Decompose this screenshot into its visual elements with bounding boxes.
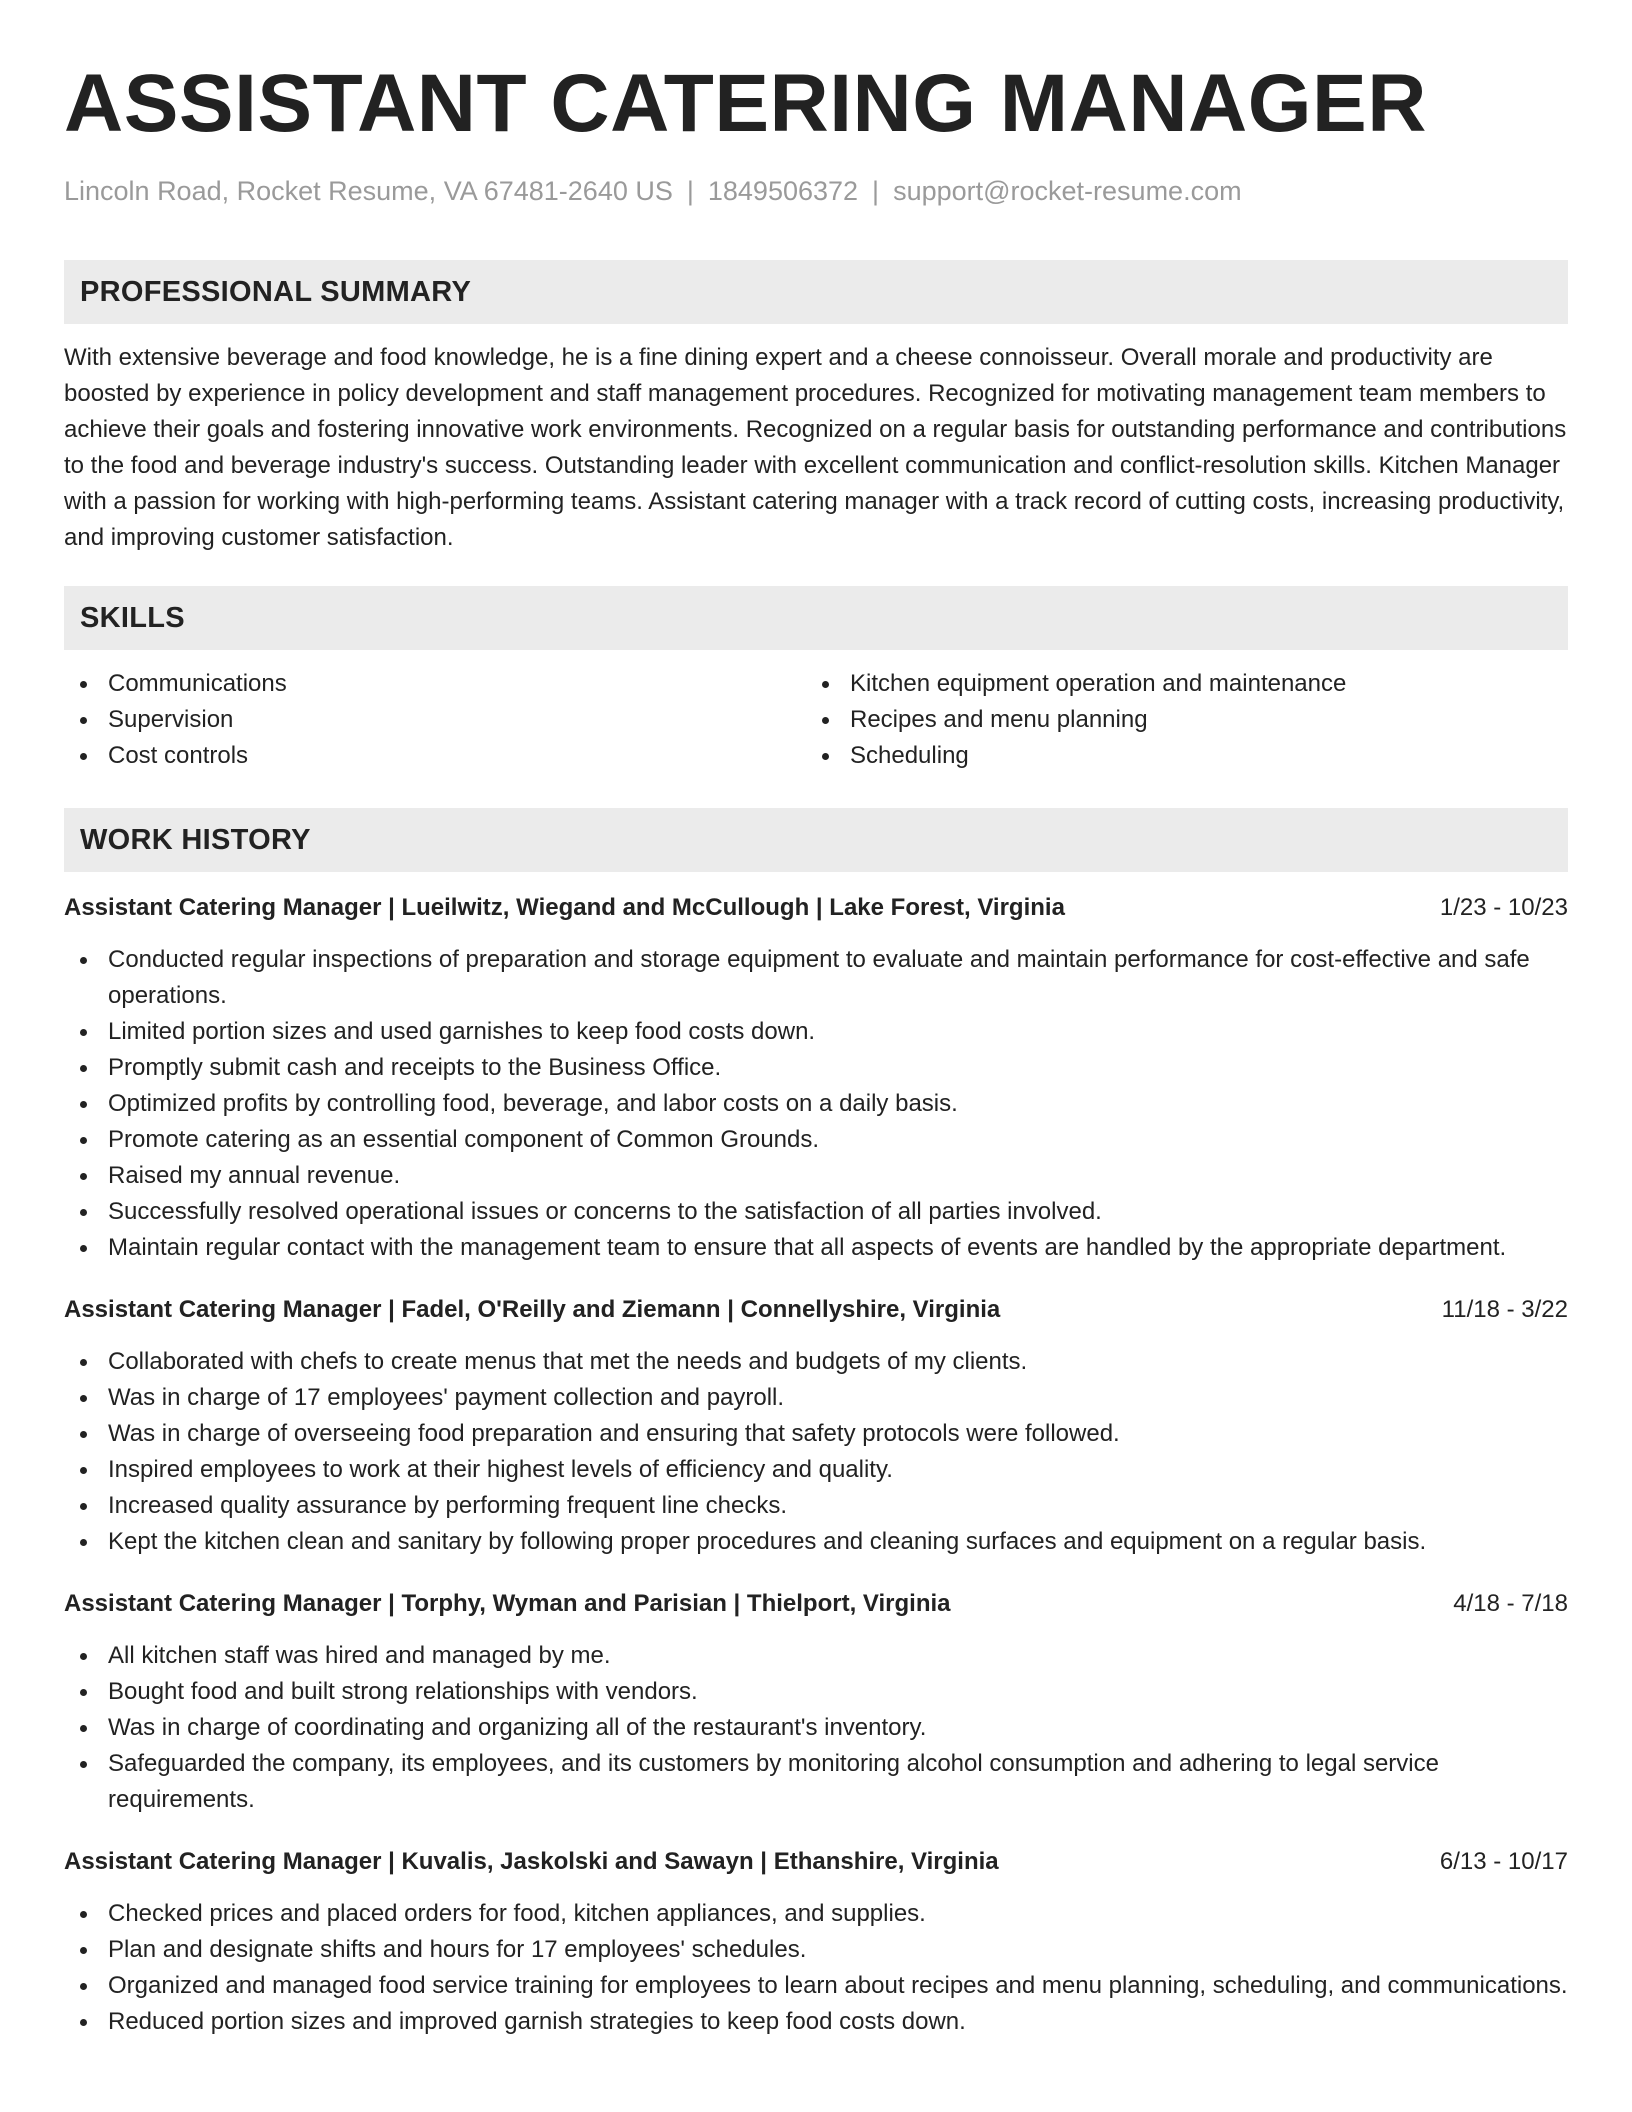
job-dates: 6/13 - 10/17 [1439,1848,1568,1875]
duty-item: Inspired employees to work at their highest levels of efficiency and quality. [64,1452,1568,1488]
work-history-heading: WORK HISTORY [64,808,1568,872]
job-entry [64,1586,1568,1818]
job-header [64,890,1568,926]
contact-line [64,174,1568,208]
skill-item: Communications [64,666,806,702]
contact-separator: | [686,176,694,206]
skill-item: Kitchen equipment operation and maintenance [806,666,1548,702]
duty-item: All kitchen staff was hired and managed by me. [64,1638,1568,1674]
duty-item: Plan and designate shifts and hours for 17 employees' schedules. [64,1932,1568,1968]
job-dates: 1/23 - 10/23 [1439,894,1568,921]
summary-heading: PROFESSIONAL SUMMARY [64,260,1568,324]
job-duties [64,1638,1568,1818]
job-entry [64,1844,1568,2040]
job-header [64,1586,1568,1622]
skills-list [64,666,1568,774]
duty-item: Was in charge of overseeing food preparation and ensuring that safety protocols were followed. [64,1416,1568,1452]
duty-item: Reduced portion sizes and improved garnish strategies to keep food costs down. [64,2004,1568,2040]
resume-name: ASSISTANT CATERING MANAGER [64,58,1427,149]
job-title: Assistant Catering Manager | Kuvalis, Jaskolski and Sawayn | Ethanshire, Virginia [64,1848,999,1875]
contact-email: support@rocket-resume.com [893,176,1242,206]
job-header [64,1292,1568,1328]
duty-item: Maintain regular contact with the management team to ensure that all aspects of events are handled by the appropriate department. [64,1230,1568,1266]
contact-separator: | [872,176,880,206]
contact-phone: 1849506372 [707,176,859,206]
summary-text: With extensive beverage and food knowledge, he is a fine dining expert and a cheese connoisseur. Overall morale and productivity are boosted by experience in policy development and staff management procedures. Recognized for motivating management team members to achieve their goals and fostering innovative work environments. Recognized on a regular basis for outstanding performance and contributions to the food and beverage industry's success. Outstanding leader with excellent communication and conflict-resolution skills. Kitchen Manager with a passion for working with high-performing teams. Assistant catering manager with a track record of cutting costs, increasing productivity, and improving customer satisfaction. [64,344,1567,551]
skill-item: Scheduling [806,738,1548,774]
job-title: Assistant Catering Manager | Lueilwitz, Wiegand and McCullough | Lake Forest, Virginia [64,894,1065,921]
skill-item: Supervision [64,702,806,738]
job-entry [64,890,1568,1266]
job-title: Assistant Catering Manager | Fadel, O'Reilly and Ziemann | Connellyshire, Virginia [64,1296,1001,1323]
duty-item: Collaborated with chefs to create menus that met the needs and budgets of my clients. [64,1344,1568,1380]
duty-item: Increased quality assurance by performing frequent line checks. [64,1488,1568,1524]
job-duties [64,1896,1568,2040]
job-duties [64,942,1568,1266]
duty-item: Organized and managed food service training for employees to learn about recipes and menu planning, scheduling, and communications. [64,1968,1568,2004]
job-dates: 11/18 - 3/22 [1441,1296,1568,1323]
duty-item: Promote catering as an essential component of Common Grounds. [64,1122,1568,1158]
duty-item: Safeguarded the company, its employees, and its customers by monitoring alcohol consumption and adhering to legal service requirements. [64,1746,1568,1818]
duty-item: Kept the kitchen clean and sanitary by following proper procedures and cleaning surfaces and equipment on a regular basis. [64,1524,1568,1560]
skills-heading: SKILLS [64,586,1568,650]
duty-item: Checked prices and placed orders for food, kitchen appliances, and supplies. [64,1896,1568,1932]
skill-item: Recipes and menu planning [806,702,1548,738]
duty-item: Conducted regular inspections of preparation and storage equipment to evaluate and maintain performance for cost-effective and safe operations. [64,942,1568,1014]
skill-item: Cost controls [64,738,806,774]
job-dates: 4/18 - 7/18 [1453,1590,1568,1617]
duty-item: Bought food and built strong relationships with vendors. [64,1674,1568,1710]
duty-item: Promptly submit cash and receipts to the Business Office. [64,1050,1568,1086]
duty-item: Limited portion sizes and used garnishes to keep food costs down. [64,1014,1568,1050]
job-entry [64,1292,1568,1560]
job-title: Assistant Catering Manager | Torphy, Wyman and Parisian | Thielport, Virginia [64,1590,951,1617]
duty-item: Was in charge of 17 employees' payment collection and payroll. [64,1380,1568,1416]
duty-item: Successfully resolved operational issues or concerns to the satisfaction of all parties involved. [64,1194,1568,1230]
contact-address: Lincoln Road, Rocket Resume, VA 67481-2640 US [64,176,673,206]
duty-item: Raised my annual revenue. [64,1158,1568,1194]
job-duties [64,1344,1568,1560]
skills-column-right [806,666,1548,774]
job-header [64,1844,1568,1880]
duty-item: Was in charge of coordinating and organizing all of the restaurant's inventory. [64,1710,1568,1746]
skills-column-left [64,666,806,774]
duty-item: Optimized profits by controlling food, beverage, and labor costs on a daily basis. [64,1086,1568,1122]
